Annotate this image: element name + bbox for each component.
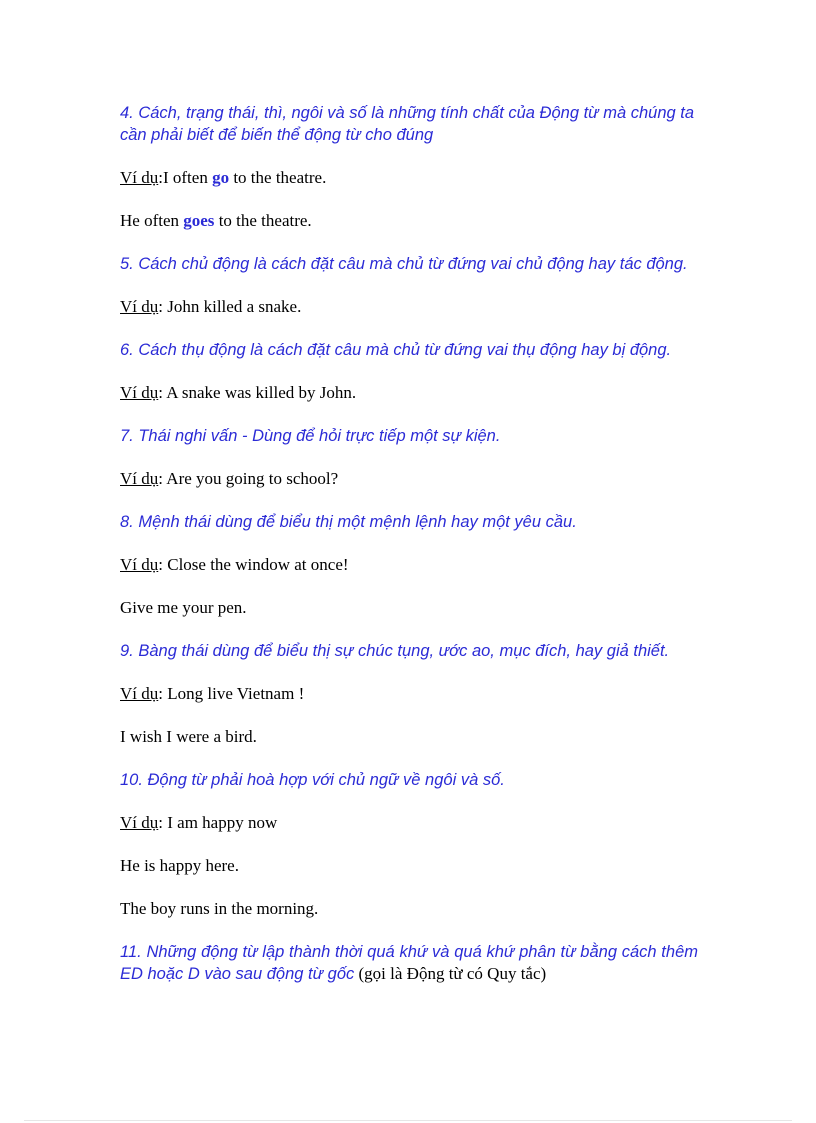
example-8b: Give me your pen. [120, 598, 247, 617]
example-8: Ví dụ: Close the window at once! [120, 555, 349, 574]
example-text: Are you going to school? [166, 469, 339, 488]
example-label: Ví dụ [120, 383, 159, 402]
rule-4: 4. Cách, trạng thái, thì, ngôi và số là những tính chất của Động từ mà chúng ta cần phải biết để biến thể động từ cho đúng [120, 104, 695, 144]
example-7: Ví dụ: Are you going to school? [120, 469, 339, 488]
example-text-after: to the theatre. [229, 168, 327, 187]
example-text: A snake was killed by John. [166, 383, 357, 402]
rule-11-text: 11. Những động từ lập thành thời quá khứ và quá khứ phân từ bằng cách thêm ED hoặc D vào sau động từ gốc [120, 943, 698, 983]
example-text-before: He often [120, 211, 184, 230]
example-label: Ví dụ [120, 555, 159, 574]
example-10: Ví dụ: I am happy now [120, 813, 278, 832]
example-10b: He is happy here. [120, 856, 239, 875]
example-text: Close the window at once! [167, 555, 349, 574]
example-4a: Ví dụ:I often go to the theatre. [120, 168, 327, 187]
example-label: Ví dụ [120, 813, 159, 832]
rule-10: 10. Động từ phải hoà hợp với chủ ngữ về ngôi và số. [120, 771, 505, 789]
rule-11-note: (gọi là Động từ có Quy tắc) [354, 964, 547, 983]
example-text-before: I often [162, 168, 213, 187]
rule-9: 9. Bàng thái dùng để biểu thị sự chúc tụng, ước ao, mục đích, hay giả thiết. [120, 642, 670, 660]
example-10c: The boy runs in the morning. [120, 899, 319, 918]
example-text: John killed a snake. [167, 297, 302, 316]
highlighted-verb: go [212, 168, 230, 187]
example-label: Ví dụ [120, 168, 159, 187]
page-bottom-divider [24, 1120, 792, 1121]
rule-6: 6. Cách thụ động là cách đặt câu mà chủ từ đứng vai thụ động hay bị động. [120, 341, 672, 359]
example-text: Long live Vietnam ! [167, 684, 305, 703]
highlighted-verb: goes [183, 211, 215, 230]
example-label: Ví dụ [120, 684, 159, 703]
example-9b: I wish I were a bird. [120, 727, 257, 746]
example-label: Ví dụ [120, 469, 159, 488]
example-6: Ví dụ: A snake was killed by John. [120, 383, 357, 402]
rule-5: 5. Cách chủ động là cách đặt câu mà chủ từ đứng vai chủ động hay tác động. [120, 255, 688, 273]
document-page [120, 102, 698, 1006]
example-4b [120, 210, 698, 232]
rule-8: 8. Mệnh thái dùng để biểu thị một mệnh lệnh hay một yêu cầu. [120, 513, 577, 531]
rule-11 [120, 941, 698, 985]
example-label: Ví dụ [120, 297, 159, 316]
example-9: Ví dụ: Long live Vietnam ! [120, 684, 305, 703]
example-text-after: to the theatre. [214, 211, 312, 230]
rule-7: 7. Thái nghi vấn - Dùng để hỏi trực tiếp một sự kiện. [120, 427, 501, 445]
example-text: I am happy now [167, 813, 278, 832]
example-5: Ví dụ: John killed a snake. [120, 297, 302, 316]
